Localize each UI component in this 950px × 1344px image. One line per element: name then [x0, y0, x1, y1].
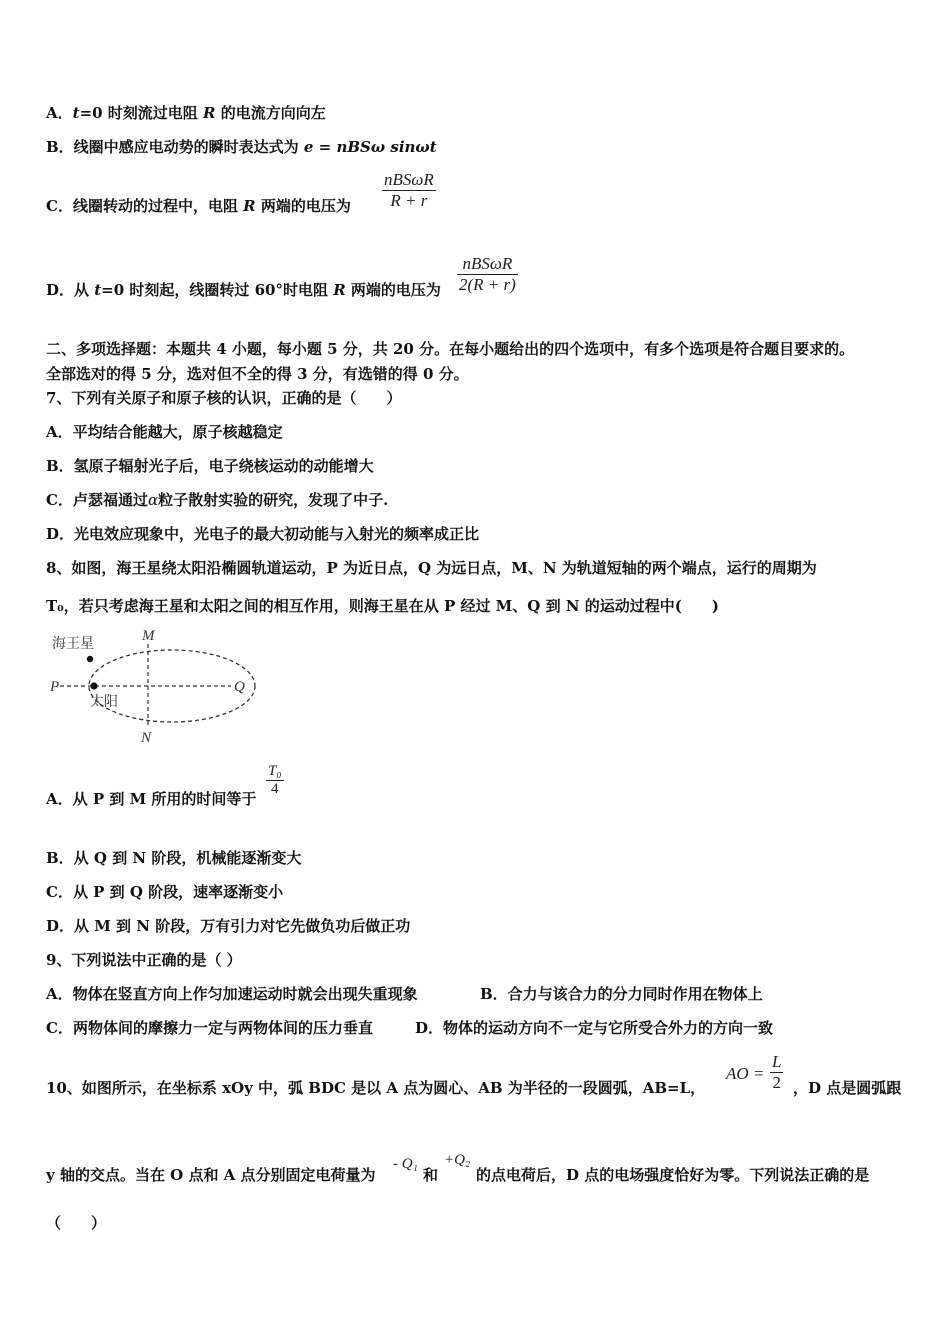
q7-option-b: B．氢原子辐射光子后，电子绕核运动的动能增大	[46, 457, 374, 475]
q10-line2-end: 的点电荷后，D 点的电场强度恰好为零。下列说法正确的是	[476, 1166, 870, 1184]
label-M: M	[142, 628, 155, 644]
section2-header-line2: 全部选对的得 5 分，选对但不全的得 3 分，有选错的得 0 分。	[46, 365, 469, 383]
q8-a-fraction: T₀ 4	[268, 763, 282, 797]
label-neptune: 海王星	[52, 637, 94, 652]
label-sun: 太阳	[90, 695, 118, 710]
q8-stem-line1: 8、如图，海王星绕太阳沿椭圆轨道运动，P 为近日点，Q 为远日点，M、N 为轨道短轴的两个端点，运行的周期为	[46, 559, 817, 577]
q9-stem: 9、下列说法中正确的是（ ）	[46, 951, 242, 969]
q6-d-fraction: nBSωR 2(R + r)	[459, 254, 516, 294]
q8-option-a: A．从 P 到 M 所用的时间等于	[46, 790, 257, 808]
q10-line1-end: ，D 点是圆弧跟	[793, 1079, 902, 1097]
q6-option-b: B．线圈中感应电动势的瞬时表达式为 e = nBSω sinωt	[46, 138, 437, 156]
q10-line2: y 轴的交点。当在 O 点和 A 点分别固定电荷量为	[46, 1166, 376, 1184]
q8-option-c: C．从 P 到 Q 阶段，速率逐渐变小	[46, 883, 284, 901]
q10-charge-q1: - Q₁	[393, 1156, 418, 1172]
label-Q: Q	[234, 679, 245, 695]
sun-dot	[90, 682, 97, 689]
label-N: N	[141, 730, 152, 746]
label-P: P	[50, 679, 60, 695]
q10-and: 和	[423, 1166, 439, 1184]
q6-option-a: A．t=0 时刻流过电阻 R 的电流方向向左	[46, 104, 326, 122]
q10-ao-fraction: L 2	[772, 1052, 782, 1092]
q6-option-c: C．线圈转动的过程中，电阻 R 两端的电压为	[46, 197, 351, 215]
q6-c-fraction: nBSωR R + r	[384, 170, 434, 210]
q10-answer-paren: （ ）	[46, 1214, 107, 1232]
q8-option-b: B．从 Q 到 N 阶段，机械能逐渐变大	[46, 849, 302, 867]
section2-header-line1: 二、多项选择题：本题共 4 小题，每小题 5 分，共 20 分。在每小题给出的四个选项中，有多个选项是符合题目要求的。	[46, 340, 855, 358]
q9-option-c: C．两物体间的摩擦力一定与两物体间的压力垂直	[46, 1019, 373, 1037]
q9-option-a: A．物体在竖直方向上作匀加速运动时就会出现失重现象	[46, 985, 418, 1003]
q10-ao-label: AO =	[726, 1064, 765, 1083]
q6-option-d: D．从 t=0 时刻起，线圈转过 60°时电阻 R 两端的电压为	[46, 281, 441, 299]
q8-option-d: D．从 M 到 N 阶段，万有引力对它先做负功后做正功	[46, 917, 411, 935]
q10-line1: 10、如图所示，在坐标系 xOy 中，弧 BDC 是以 A 点为圆心、AB 为半径的一段圆弧，AB=L，	[46, 1079, 706, 1097]
q7-stem: 7、下列有关原子和原子核的认识，正确的是（ ）	[46, 389, 402, 407]
q7-option-d: D．光电效应现象中，光电子的最大初动能与入射光的频率成正比	[46, 525, 480, 543]
neptune-orbit-figure	[48, 624, 258, 748]
q9-option-d: D．物体的运动方向不一定与它所受合外力的方向一致	[415, 1019, 774, 1037]
q8-stem-line2: T₀，若只考虑海王星和太阳之间的相互作用，则海王星在从 P 经过 M、Q 到 N 的运动过程中( )	[46, 597, 719, 615]
q7-option-a: A．平均结合能越大，原子核越稳定	[46, 423, 283, 441]
q10-charge-q2: +Q₂	[444, 1152, 471, 1168]
q9-option-b: B．合力与该合力的分力同时作用在物体上	[480, 985, 763, 1003]
neptune-dot	[87, 656, 93, 662]
q7-option-c: C．卢瑟福通过α粒子散射实验的研究，发现了中子.	[46, 491, 389, 509]
